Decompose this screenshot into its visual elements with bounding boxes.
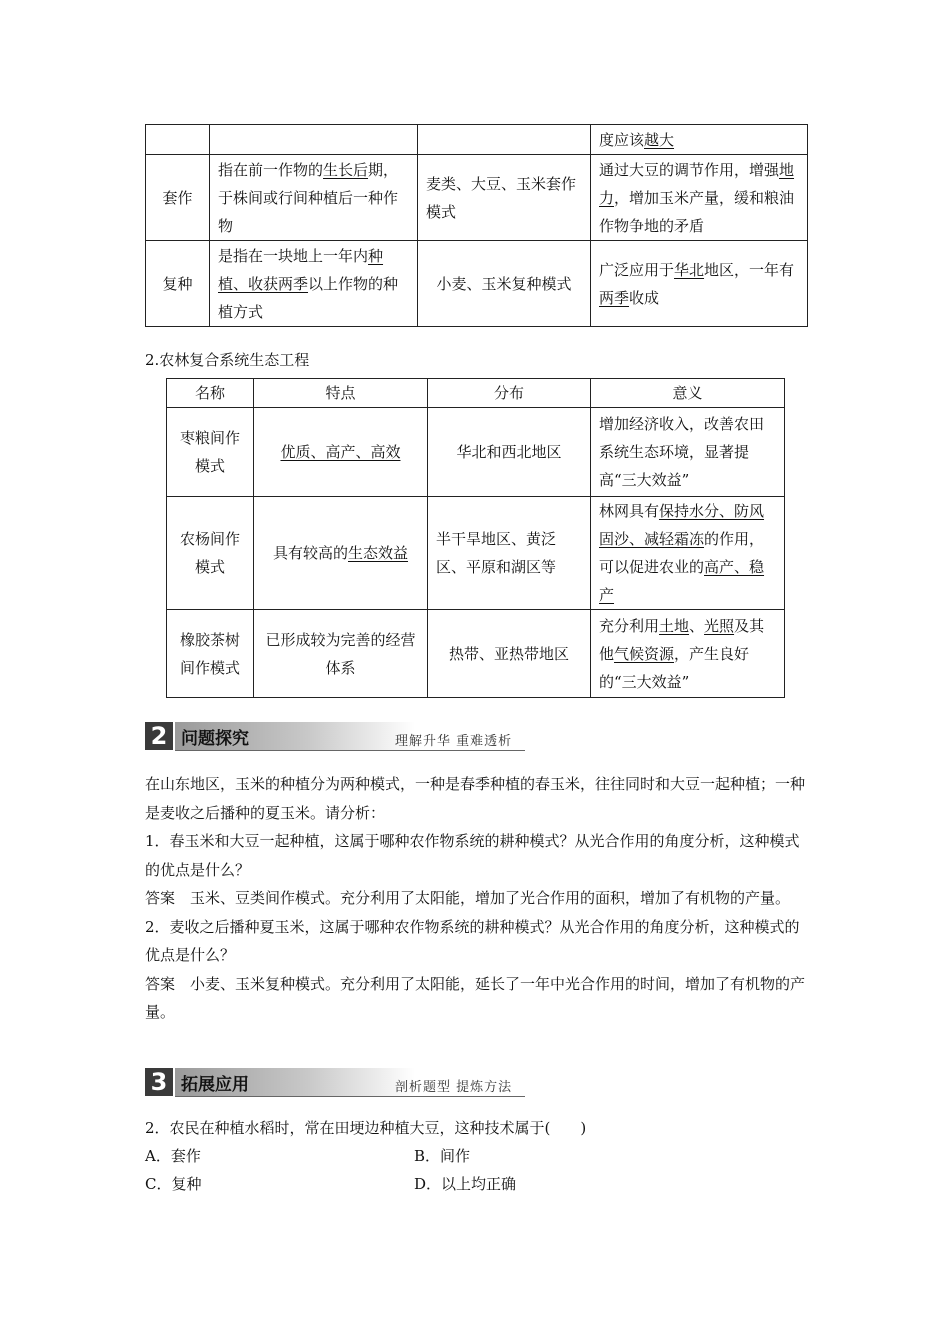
option-d: D．以上均正确 [414, 1175, 517, 1193]
cell-name: 橡胶茶树间作模式 [167, 610, 254, 698]
header-name: 名称 [167, 379, 254, 408]
cell-meaning: 通过大豆的调节作用，增强地力，增加玉米产量，缓和粮油作物争地的矛盾 [591, 155, 808, 241]
table-header-row [167, 379, 785, 408]
option-b: B．间作 [414, 1147, 471, 1165]
header-meaning: 意义 [591, 379, 785, 408]
section-banner-explore [145, 722, 525, 752]
table-row [146, 125, 808, 155]
explore-intro: 在山东地区，玉米的种植分为两种模式，一种是春季种植的春玉米，往往同时和大豆一起种植；一种是麦收之后播种的夏玉米。请分析： [145, 775, 806, 822]
header-region: 分布 [428, 379, 591, 408]
table-row [167, 408, 785, 497]
table-row [146, 155, 808, 241]
cell-name: 复种 [146, 241, 210, 327]
option-a: A．套作 [145, 1147, 201, 1165]
explore-section [145, 770, 810, 1027]
answer-2: 答案 小麦、玉米复种模式。充分利用了太阳能，延长了一年中光合作用的时间，增加了有机物的产量。 [145, 974, 806, 1021]
cell-region: 半干旱地区、黄泛区、平原和湖区等 [428, 497, 591, 610]
table-caption: 2.农林复合系统生态工程 [145, 351, 310, 369]
cell-name: 枣粮间作模式 [167, 408, 254, 497]
table-row [146, 241, 808, 327]
cell-region: 热带、亚热带地区 [428, 610, 591, 698]
question-2: 2．麦收之后播种夏玉米，这属于哪种农作物系统的耕种模式？从光合作用的角度分析，这种模式的优点是什么？ [145, 917, 800, 964]
cell-region: 华北和西北地区 [428, 408, 591, 497]
cell-example: 小麦、玉米复种模式 [418, 241, 591, 327]
section-banner-apply [145, 1068, 525, 1098]
question-1: 1．春玉米和大豆一起种植，这属于哪种农作物系统的耕种模式？从光合作用的角度分析，这种模式的优点是什么？ [145, 832, 800, 879]
agroforestry-table [166, 378, 785, 698]
header-feature: 特点 [254, 379, 428, 408]
section-title: 问题探究 [181, 729, 249, 749]
cell-name: 农杨间作模式 [167, 497, 254, 610]
cell-meaning: 增加经济收入，改善农田系统生态环境，显著提高“三大效益” [591, 408, 785, 497]
option-c: C．复种 [145, 1175, 202, 1193]
cell-feature: 具有较高的生态效益 [254, 497, 428, 610]
answer-1: 答案 玉米、豆类间作模式。充分利用了太阳能，增加了光合作用的面积，增加了有机物的产量。 [145, 889, 791, 907]
cell-meaning: 广泛应用于华北地区，一年有两季收成 [591, 241, 808, 327]
cell-feature: 优质、高产、高效 [254, 408, 428, 497]
question-stem: 2．农民在种植水稻时，常在田埂边种植大豆，这种技术属于( ) [145, 1119, 587, 1137]
cell-meaning: 林网具有保持水分、防风固沙、减轻霜冻的作用，可以促进农业的高产、稳产 [591, 497, 785, 610]
cell-feature: 指在前一作物的生长后期，于株间或行间种植后一种作物 [210, 155, 418, 241]
cropping-mode-table [145, 124, 808, 327]
table-row [167, 497, 785, 610]
section-number: 3 [145, 1068, 173, 1096]
cell-feature: 已形成较为完善的经营体系 [254, 610, 428, 698]
cell-feature: 是指在一块地上一年内种植、收获两季以上作物的种植方式 [210, 241, 418, 327]
cell-meaning: 充分利用土地、光照及其他气候资源，产生良好的“三大效益” [591, 610, 785, 698]
section-title: 拓展应用 [181, 1075, 249, 1095]
cell-example: 麦类、大豆、玉米套作模式 [418, 155, 591, 241]
section-number: 2 [145, 722, 173, 750]
table-row [167, 610, 785, 698]
section-subtitle: 剖析题型 提炼方法 [395, 1080, 513, 1095]
cell-name: 套作 [146, 155, 210, 241]
section-subtitle: 理解升华 重难透析 [395, 734, 513, 749]
cell-meaning: 度应该越大 [591, 125, 808, 155]
